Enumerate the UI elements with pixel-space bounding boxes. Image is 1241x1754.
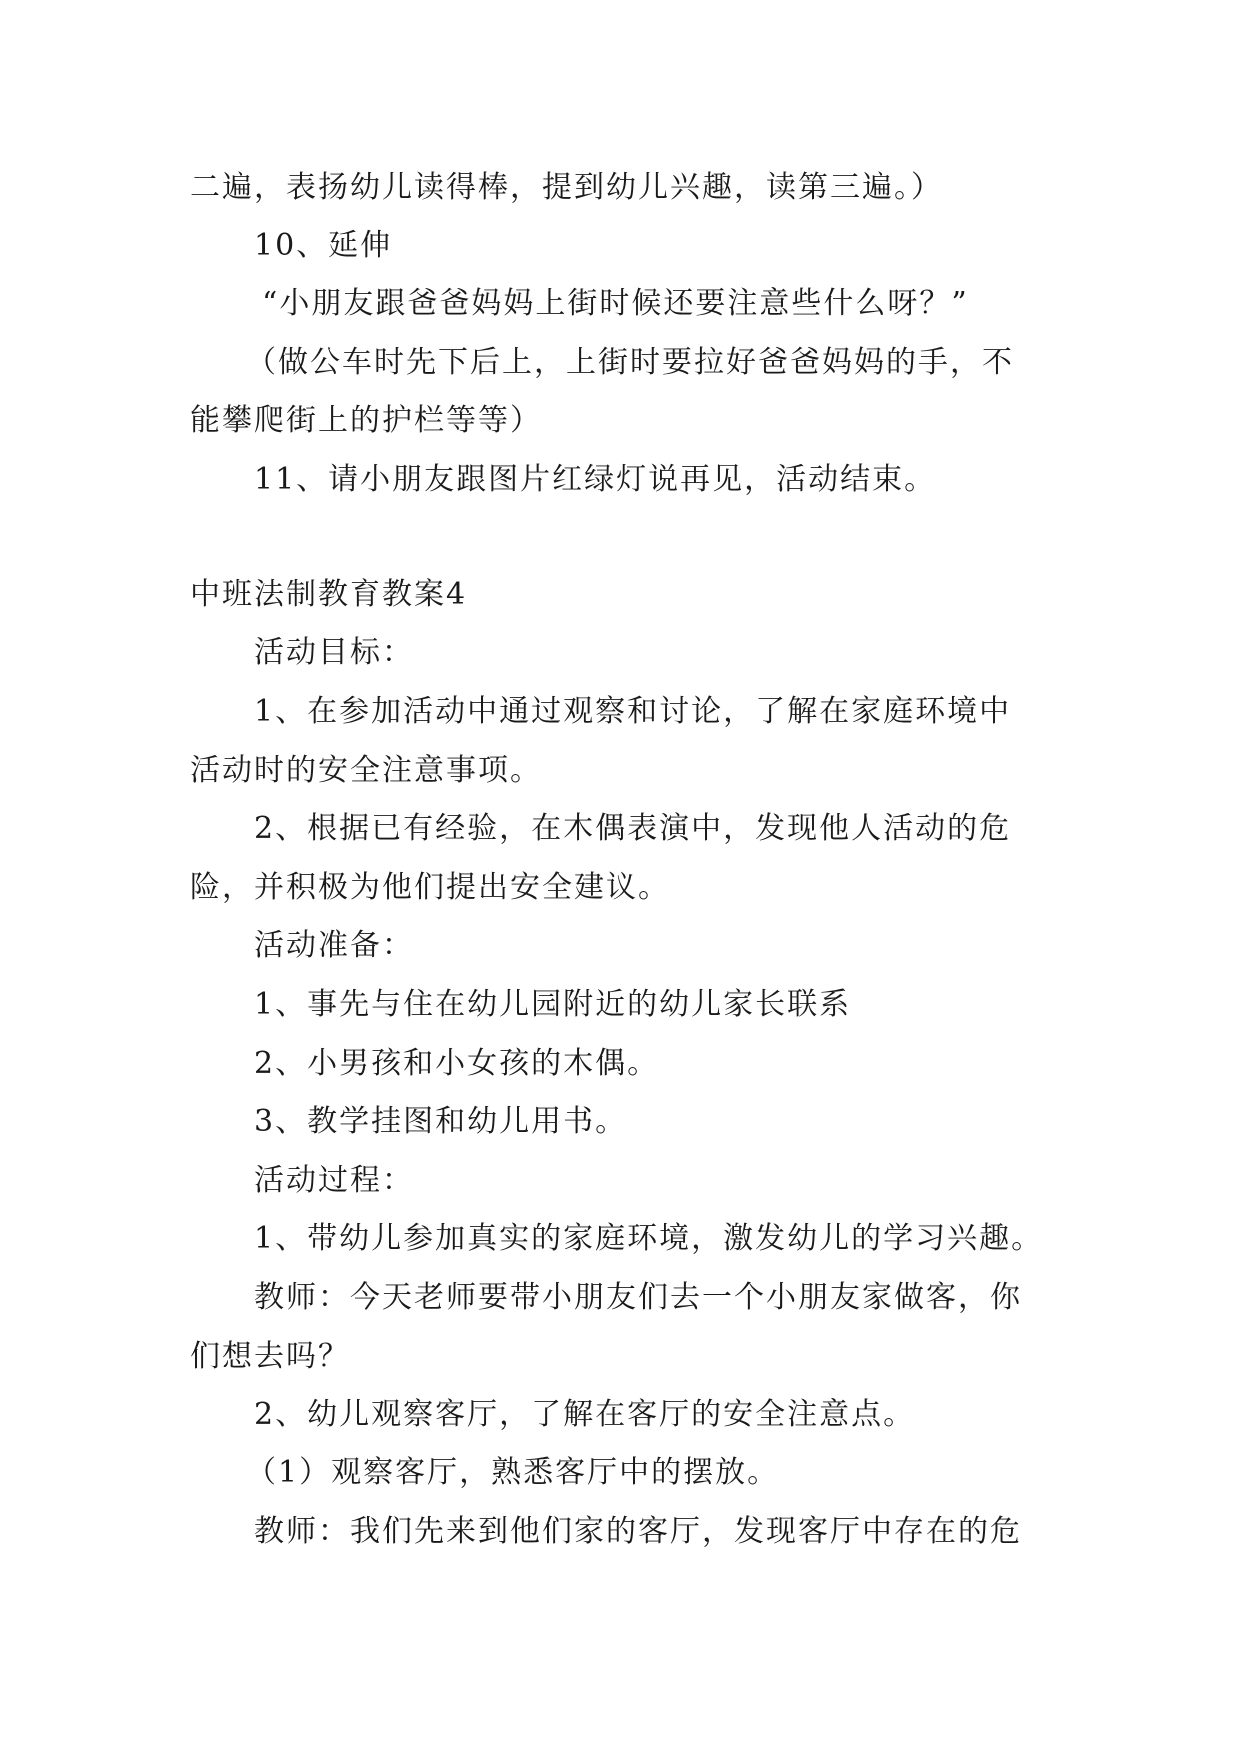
text-line: 1、带幼儿参加真实的家庭环境，激发幼儿的学习兴趣。: [254, 1221, 1044, 1256]
text-line: 教师：我们先来到他们家的客厅，发现客厅中存在的危: [254, 1514, 1022, 1549]
text-line: 1、在参加活动中通过观察和讨论，了解在家庭环境中: [254, 694, 1012, 729]
text-line: 11、请小朋友跟图片红绿灯说再见，活动结束。: [254, 462, 937, 497]
text-line: 教师：今天老师要带小朋友们去一个小朋友家做客，你: [254, 1280, 1022, 1315]
text-line: 险，并积极为他们提出安全建议。: [190, 870, 670, 905]
text-line: “小朋友跟爸爸妈妈上街时候还要注意些什么呀？”: [262, 286, 969, 321]
text-line: （1）观察客厅，熟悉客厅中的摆放。: [246, 1455, 780, 1490]
text-line: （做公车时先下后上，上街时要拉好爸爸妈妈的手，不: [246, 345, 1014, 380]
section-heading: 活动目标：: [254, 635, 414, 670]
text-line: 3、教学挂图和幼儿用书。: [254, 1104, 628, 1139]
text-line: 们想去吗？: [190, 1339, 350, 1374]
text-line: 活动时的安全注意事项。: [190, 753, 542, 788]
text-line: 2、根据已有经验，在木偶表演中，发现他人活动的危: [254, 811, 1012, 846]
text-line: 二遍，表扬幼儿读得棒，提到幼儿兴趣，读第三遍。）: [190, 170, 943, 205]
text-line: 2、小男孩和小女孩的木偶。: [254, 1046, 660, 1081]
text-line: 能攀爬街上的护栏等等）: [190, 403, 542, 438]
text-line: 1、事先与住在幼儿园附近的幼儿家长联系: [254, 987, 852, 1022]
document-title: 中班法制教育教案4: [190, 577, 468, 612]
text-line: 2、幼儿观察客厅，了解在客厅的安全注意点。: [254, 1397, 916, 1432]
section-heading: 10、延伸: [254, 228, 393, 263]
section-heading: 活动准备：: [254, 928, 414, 963]
section-heading: 活动过程：: [254, 1163, 414, 1198]
